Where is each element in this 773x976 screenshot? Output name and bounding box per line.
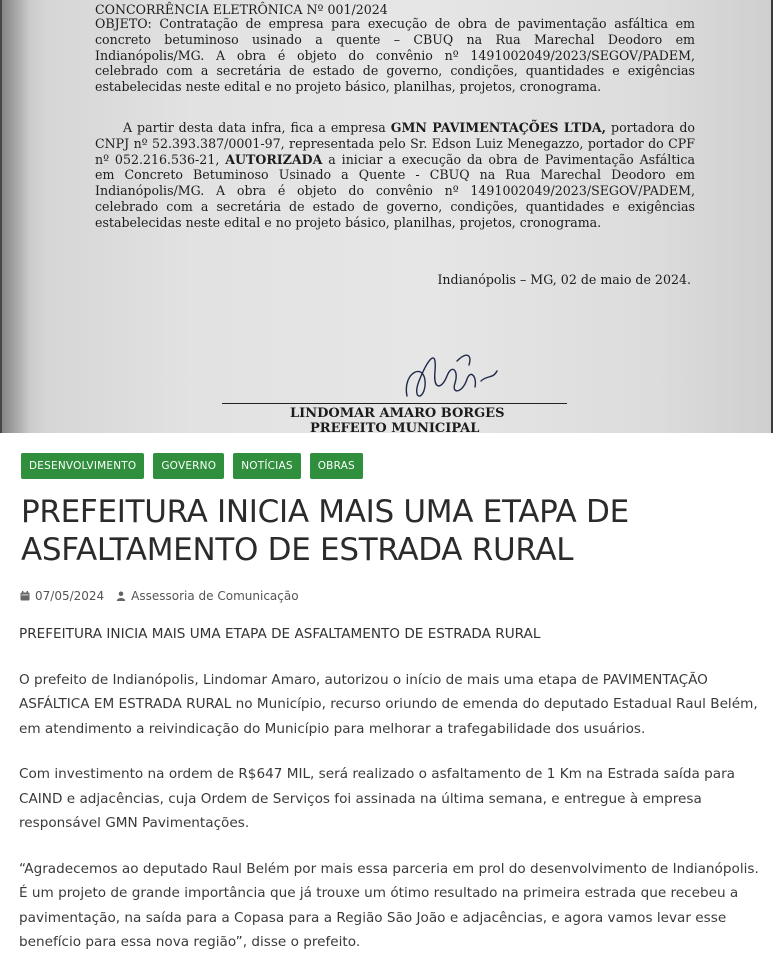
category-tags	[21, 453, 363, 479]
signer-title: PREFEITO MUNICIPAL	[310, 421, 480, 433]
article-date[interactable]: 07/05/2024	[35, 589, 105, 603]
tag-noticias[interactable]: NOTÍCIAS	[233, 453, 301, 479]
user-icon	[116, 591, 126, 601]
auth-mid: portadora do CNPJ nº 52.393.387/0001-97, representada pelo Sr. Edson Luiz Menegazzo, portador do CPF nº 052.216.536-21,	[95, 120, 696, 167]
photo-shadow	[0, 0, 30, 433]
document-objeto: OBJETO: Contratação de empresa para execução de obra de pavimentação asfáltica em concreto betuminoso usinado a quente – CBUQ na Rua Marechal Deodoro em Indianópolis/MG. A obra é objeto do convênio nº 1491002049/2023/SEGOV/PADEM, celebrado com a secretária de estado de governo, condições, quantidades e exigências estabelecidas neste edital e no projeto básico, planilhas, projetos, cronograma.	[95, 16, 695, 95]
paragraph-3: “Agradecemos ao deputado Raul Belém por mais essa parceria em prol do desenvolvimento de Indianópolis. É um projeto de grande importância que já trouxe um ótimo resultado na primeira estrada que recebeu a pavimentação, na saída para a Copasa para a Região São João e adjacências, e agora vamos levar esse benefício para essa nova região”, disse o prefeito.	[19, 860, 759, 950]
auth-pre: A partir desta data infra, fica a empresa	[123, 120, 391, 135]
document-authorization	[95, 120, 695, 231]
calendar-icon	[20, 591, 30, 601]
signature-line	[222, 403, 567, 404]
article-meta	[20, 589, 299, 603]
document-heading: CONCORRÊNCIA ELETRÔNICA Nº 001/2024	[95, 2, 388, 17]
tag-obras[interactable]: OBRAS	[310, 453, 363, 479]
featured-image	[0, 0, 773, 433]
signer-name: LINDOMAR AMARO BORGES	[290, 406, 505, 421]
paragraph-2: Com investimento na ordem de R$647 MIL, será realizado o asfaltamento de 1 Km na Estrada saída para CAIND e adjacências, cuja Ordem de Serviços foi assinada na última semana, e entregue à empresa responsável GMN Pavimentações.	[19, 766, 735, 831]
article-title: PREFEITURA INICIA MAIS UMA ETAPA DE ASFALTAMENTO DE ESTRADA RURAL	[21, 494, 629, 568]
content-lead-title: PREFEITURA INICIA MAIS UMA ETAPA DE ASFALTAMENTO DE ESTRADA RURAL	[19, 626, 541, 642]
tag-governo[interactable]: GOVERNO	[153, 453, 224, 479]
document-photo	[2, 0, 771, 433]
article-content	[19, 622, 759, 976]
document-date: Indianópolis – MG, 02 de maio de 2024.	[437, 272, 691, 287]
authorized-word: AUTORIZADA	[225, 151, 323, 167]
signature-icon	[397, 341, 507, 411]
article-author[interactable]: Assessoria de Comunicação	[131, 589, 299, 603]
tag-desenvolvimento[interactable]: DESENVOLVIMENTO	[21, 453, 144, 479]
auth-post: a iniciar a execução da obra de Pavimentação Asfáltica em Concreto Betuminoso Usinado a Quente - CBUQ na Rua Marechal Deodoro em Indianópolis/MG. A obra é objeto do convênio nº 1491002049/2023/SEGOV/PADEM, celebrado com a secretária de estado de governo, condições, quantidades e exigências estabelecidas neste edital e no projeto básico, planilhas, projetos, cronograma.	[95, 151, 695, 230]
paragraph-1: O prefeito de Indianópolis, Lindomar Amaro, autorizou o início de mais uma etapa de PAVIMENTAÇÃO ASFÁLTICA EM ESTRADA RURAL no Município, recurso oriundo de emenda do deputado Estadual Raul Belém, em atendimento a reivindicação do Município para melhorar a trafegabilidade dos usuários.	[19, 671, 758, 737]
company-name: GMN PAVIMENTAÇÕES LTDA,	[390, 120, 607, 135]
